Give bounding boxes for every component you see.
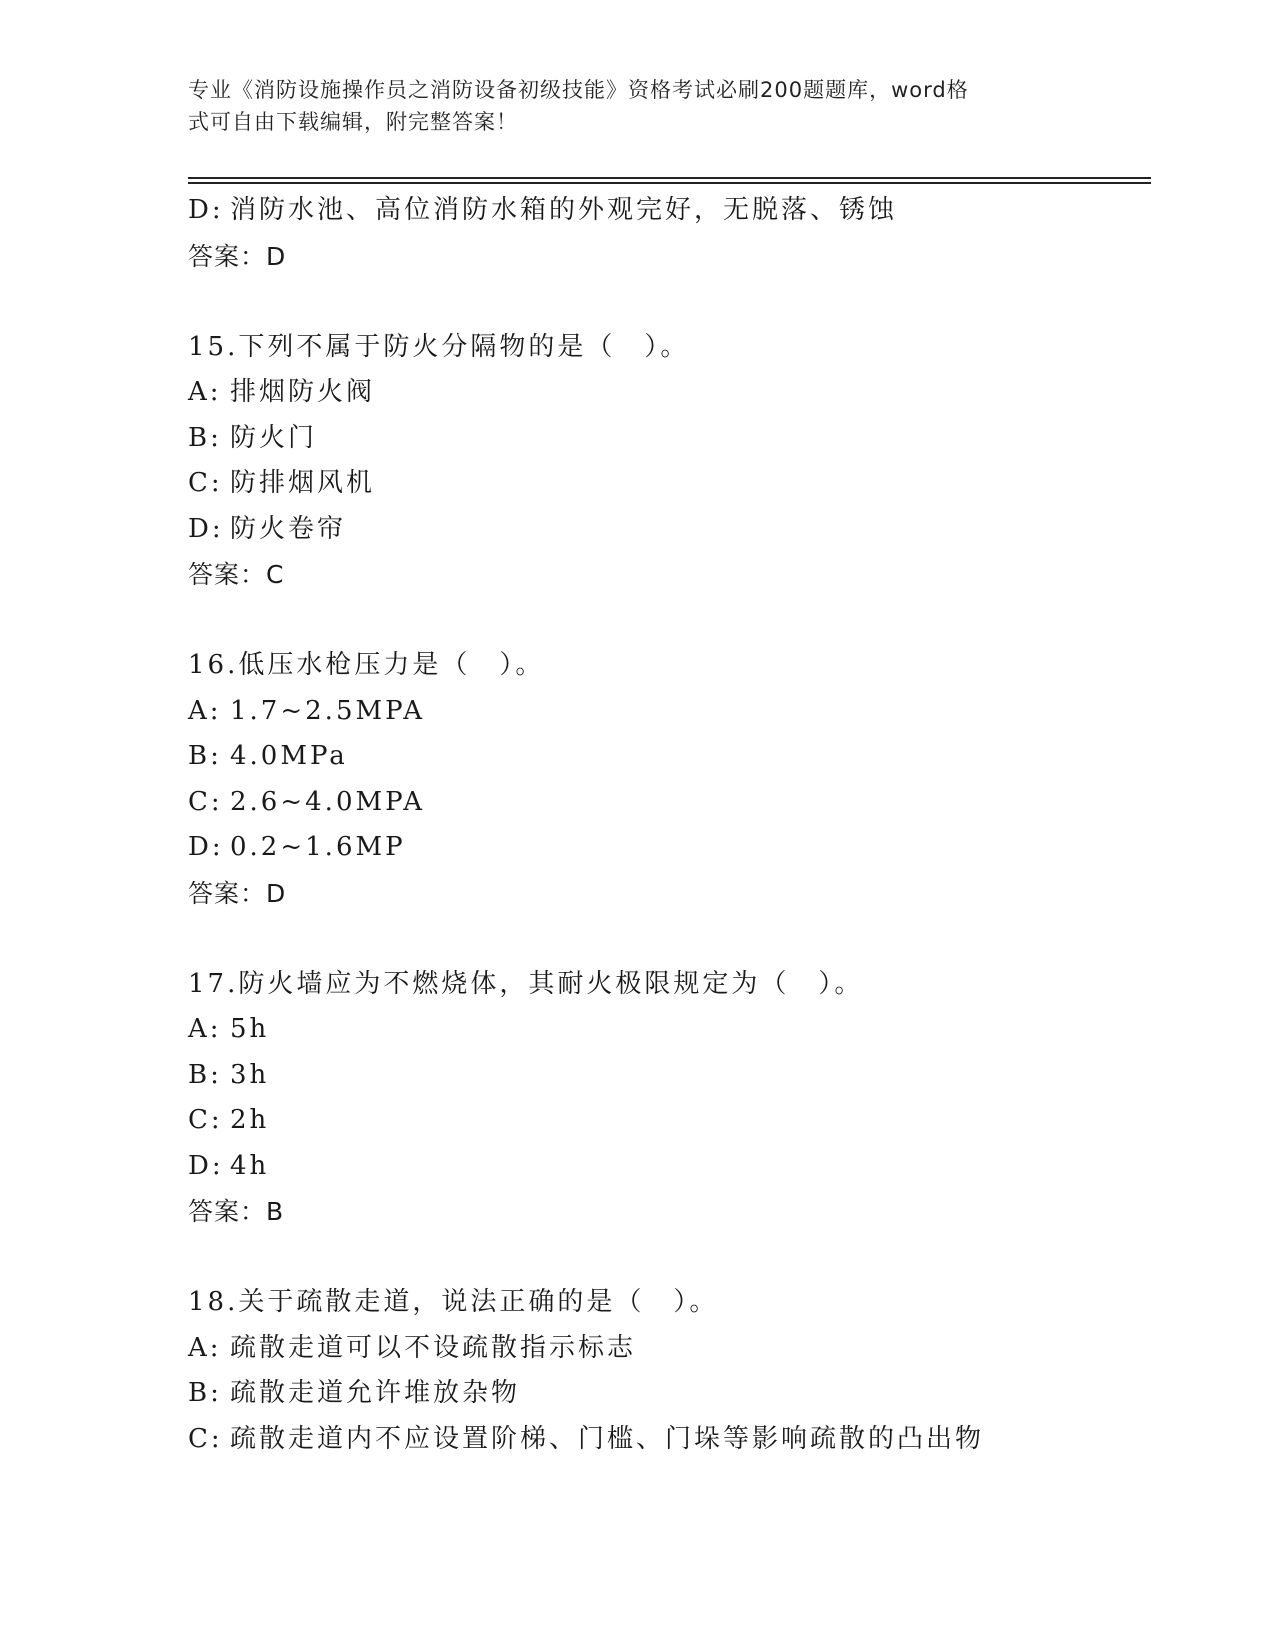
option-text: 2h [230,1105,270,1135]
option-c [188,1098,1148,1144]
question-stem: 17.防火墙应为不燃烧体，其耐火极限规定为（ ）。 [188,968,864,999]
answer-line: 答案：C [188,560,285,589]
option-letter: D: [188,513,224,544]
option-letter: A: [188,377,222,407]
page-header [188,74,1068,138]
option-d [188,188,1148,234]
option-letter: C: [188,1105,223,1135]
option-letter: B: [188,1059,222,1090]
option-letter: D: [188,832,224,862]
option-text: 防火卷帘 [230,513,347,544]
answer-line: 答案：D [188,241,287,271]
option-text: 0.2~1.6MP [230,832,406,862]
option-letter: C: [188,786,223,817]
question-stem: 16.低压水枪压力是（ ）。 [188,650,545,680]
option-b [188,1053,1148,1099]
option-c [188,780,1148,826]
option-letter: B: [188,1378,222,1408]
option-a [188,1326,1148,1372]
question-content [188,188,1148,1462]
option-letter: B: [188,741,222,771]
option-text: 5h [230,1014,270,1044]
spacer [188,279,1148,325]
option-text: 4h [230,1150,270,1181]
option-d [188,507,1148,553]
option-text: 防排烟风机 [230,468,376,498]
option-letter: C: [188,468,223,498]
option-b [188,1371,1148,1417]
answer-line: 答案：D [188,878,287,908]
option-letter: C: [188,1423,223,1454]
option-d [188,825,1148,871]
option-letter: B: [188,422,222,453]
option-text: 排烟防火阀 [230,377,376,407]
option-letter: A: [188,695,222,726]
option-a [188,1007,1148,1053]
option-c [188,461,1148,507]
option-text: 疏散走道内不应设置阶梯、门槛、门垛等影响疏散的凸出物 [230,1423,985,1454]
option-letter: A: [188,1014,222,1044]
question-stem: 15.下列不属于防火分隔物的是（ ）。 [188,331,690,362]
option-c [188,1417,1148,1463]
header-rule-top [188,177,1151,179]
option-text: 防火门 [230,422,318,453]
question-stem: 18.关于疏散走道，说法正确的是（ ）。 [188,1287,719,1317]
option-b [188,416,1148,462]
answer-line: 答案：B [188,1197,285,1226]
option-text: 4.0MPa [230,741,348,771]
spacer [188,598,1148,644]
option-text: 1.7~2.5MPA [230,695,425,726]
header-line-2: 式可自由下载编辑，附完整答案！ [188,110,518,134]
option-a [188,689,1148,735]
option-letter: A: [188,1332,222,1363]
option-text: 3h [230,1059,270,1090]
option-b [188,734,1148,780]
spacer [188,1235,1148,1281]
header-rule-bottom [188,182,1151,184]
option-letter: D: [188,1150,224,1181]
option-d [188,1144,1148,1190]
option-text: 2.6~4.0MPA [230,786,425,817]
option-text: 消防水池、高位消防水箱的外观完好，无脱落、锈蚀 [230,195,898,225]
option-letter: D: [188,195,224,225]
option-text: 疏散走道可以不设疏散指示标志 [230,1332,637,1363]
header-line-1: 专业《消防设施操作员之消防设备初级技能》资格考试必刷200题题库，word格 [188,78,969,102]
spacer [188,916,1148,962]
option-text: 疏散走道允许堆放杂物 [230,1378,521,1408]
option-a [188,370,1148,416]
